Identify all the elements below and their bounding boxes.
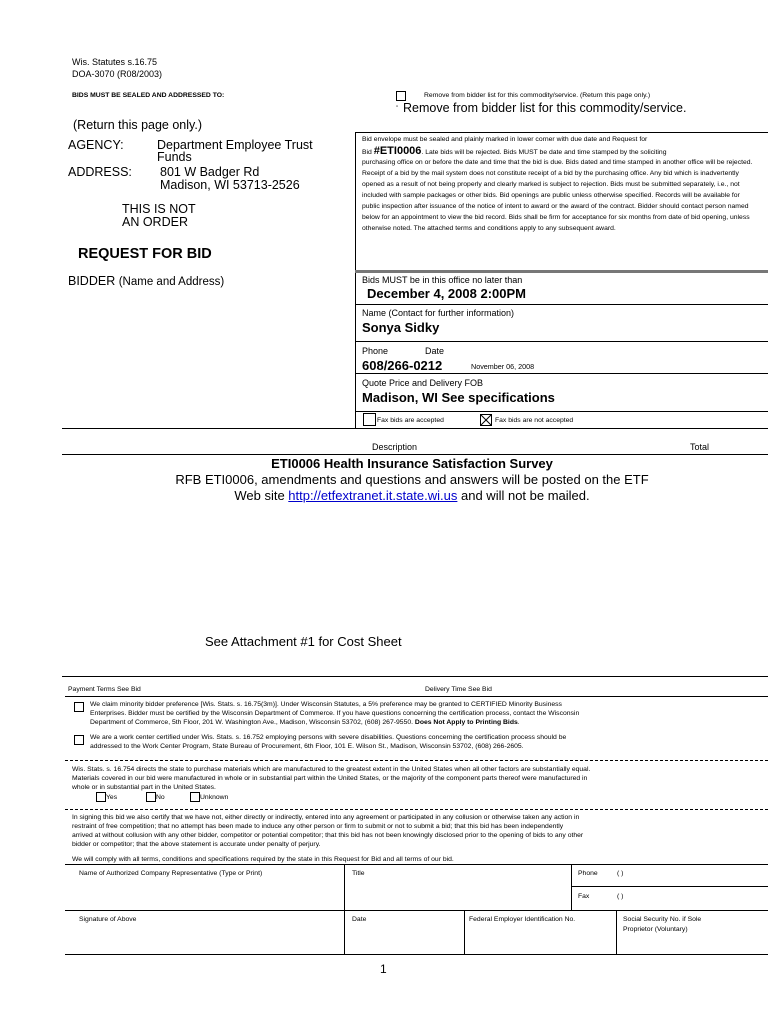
rule-7: [65, 809, 768, 810]
agency-label: AGENCY:: [68, 138, 124, 152]
sig-middle-rule: [65, 910, 768, 911]
work-center-text-1: We are a work center certified under Wis. Stats. s. 16.752 employing persons with severe disabilities. Questions concerning the certification process should be: [90, 734, 567, 741]
address-line-1: 801 W Badger Rd: [160, 165, 260, 179]
us-made-text-3: whole or in substantial part in the United States.: [72, 784, 216, 791]
us-made-unknown-checkbox[interactable]: [190, 792, 200, 802]
not-order-1: THIS IS NOT: [122, 202, 196, 216]
request-for-bid-title: REQUEST FOR BID: [78, 246, 212, 262]
fax-field-paren[interactable]: ( ): [617, 893, 624, 900]
remove-large-text: Remove from bidder list for this commodity/service.: [403, 101, 687, 115]
bullet-icon: ▫: [396, 104, 399, 110]
sealed-label: BIDS MUST BE SEALED AND ADDRESSED TO:: [72, 92, 225, 99]
agency-name-1: Department Employee Trust: [157, 138, 313, 152]
contact-label: Name (Contact for further information): [362, 308, 515, 318]
bid-number: #ETI0006: [373, 145, 422, 157]
sig-divider-2: [571, 864, 572, 910]
rule-3: [355, 373, 768, 374]
sig-top-rule: [65, 864, 768, 865]
work-center-text-2: addressed to the Work Center Program, State Bureau of Procurement, 6th Floor, 101 E. Wilson St., Madison, Wisconsin 53702, (608) 266-2605.: [90, 743, 524, 750]
deadline-label: Bids MUST be in this office no later than: [362, 275, 523, 285]
rule-1: [355, 304, 768, 305]
description-top-rule: [62, 428, 768, 429]
fob-value: Madison, WI See specifications: [362, 390, 555, 405]
sig-bottom-rule: [65, 954, 768, 955]
fein-label: Federal Employer Identification No.: [469, 916, 576, 923]
bidder-label: BIDDER (Name and Address): [68, 274, 225, 288]
phone-label: Phone: [362, 346, 389, 356]
address-line-2: Madison, WI 53713-2526: [160, 178, 300, 192]
terms-top-rule: [62, 676, 768, 677]
address-label: ADDRESS:: [68, 165, 132, 179]
envelope-top-rule: [355, 132, 768, 133]
fob-label: Quote Price and Delivery FOB: [362, 378, 484, 388]
fax-accepted-checkbox[interactable]: [363, 413, 376, 426]
phone-field-paren[interactable]: ( ): [617, 870, 624, 877]
etf-website-link[interactable]: http://etfextranet.it.state.wi.us: [288, 488, 458, 503]
minority-preference-checkbox[interactable]: [74, 702, 84, 712]
ssn-label-2: Proprietor (Voluntary): [623, 926, 688, 933]
bid-info-top-rule: [355, 270, 768, 273]
form-id: DOA-3070 (R08/2003): [72, 69, 163, 79]
rule-5: [65, 696, 768, 697]
fax-not-accepted-label: Fax bids are not accepted: [495, 417, 574, 424]
rule-4: [355, 411, 768, 412]
us-made-unknown-label: Unknown: [200, 794, 229, 801]
website-line: Web site http://etfextranet.it.state.wi.us and will not be mailed.: [234, 488, 590, 503]
envelope-line-2: Bid #ETI0006. Late bids will be rejected. Bids MUST be date and time stamped by the soliciting: [362, 145, 667, 157]
us-made-no-label: No: [156, 794, 165, 801]
attachment-note: See Attachment #1 for Cost Sheet: [205, 634, 402, 649]
rule-6: [65, 760, 768, 761]
sig-phone-fax-rule: [571, 886, 768, 887]
collusion-text-3: arrived at without collusion with any other bidder, competitor or potential competitor; that this bid has not been knowingly disclosed prior to the opening of bids to any other: [72, 832, 584, 839]
rule-2: [355, 341, 768, 342]
remove-small-text: Remove from bidder list for this commodity/service. (Return this page only.): [424, 92, 651, 99]
return-page-note: (Return this page only.): [73, 118, 202, 132]
not-order-2: AN ORDER: [122, 215, 188, 229]
sig-divider-4: [616, 910, 617, 954]
minority-text-1: We claim minority bidder preference [Wis. Stats. s. 16.75(3m)]. Under Wisconsin Statutes, a 5% preference may be granted to CERTIFIED Minority Business: [90, 701, 562, 708]
statute-reference: Wis. Statutes s.16.75: [72, 57, 158, 67]
posting-line: RFB ETI0006, amendments and questions and answers will be posted on the ETF: [175, 472, 649, 487]
envelope-body: purchasing office on or before the date and time that the bid is due. Bids dated and time stamped in another office will be rejected. Receipt of a bid by the mail system does not constitute receipt of a bid by the purchasing office. Any bid which is inadvertently opened as a result of not being properly and clearly marked is subject to rejection. Bids must be submitted separately, i.e., not included with sample packages or other bids. Bid openings are public unless otherwise specified. Records will be available for public inspection after issuance of the notice of intent to award or the award of the contract. Bidder should contact person named below for an appointment to view the bid record. Bids shall be firm for acceptance for six months from date of bid opening, unless otherwise noted. The attached terms and conditions apply to any subsequent award.: [362, 159, 753, 232]
ssn-label-1: Social Security No. if Sole: [623, 916, 702, 923]
phone-field-label: Phone: [578, 870, 598, 877]
delivery-time: Delivery Time See Bid: [425, 686, 492, 693]
fax-accepted-label: Fax bids are accepted: [377, 417, 444, 424]
signature-label: Signature of Above: [79, 916, 137, 923]
bid-title: ETI0006 Health Insurance Satisfaction Survey: [271, 456, 553, 471]
comply-statement: We will comply with all terms, conditions and specifications required by the state in this Request for Bid and all terms of our bid.: [72, 856, 454, 863]
description-header: Description: [372, 442, 418, 452]
us-made-yes-checkbox[interactable]: [96, 792, 106, 802]
date-label: Date: [425, 346, 445, 356]
right-column-divider: [355, 132, 356, 428]
envelope-line-1: Bid envelope must be sealed and plainly marked in lower corner with due date and Request for: [362, 136, 648, 143]
minority-text-3: Department of Commerce, 5th Floor, 201 W. Washington Ave., Madison, Wisconsin 53702, (608) 267-9550. Does Not Apply to Printing Bids.: [90, 719, 520, 726]
us-made-text-2: Materials covered in our bid were manufactured in whole or in substantial part within the United States, or the majority of the component parts thereof were manufactured in: [72, 775, 588, 782]
remove-checkbox[interactable]: [396, 91, 406, 101]
agency-name-2: Funds: [157, 150, 192, 164]
deadline-value: December 4, 2008 2:00PM: [367, 286, 526, 301]
collusion-text-2: restraint of free competition; that no attempt has been made to induce any other person or firm to submit or not to submit a bid; that this bid has been independently: [72, 823, 564, 830]
description-header-rule: [62, 454, 768, 455]
us-made-yes-label: Yes: [106, 794, 118, 801]
date-value: November 06, 2008: [471, 362, 535, 371]
sig-divider-3: [464, 910, 465, 954]
title-label: Title: [352, 870, 365, 877]
us-made-no-checkbox[interactable]: [146, 792, 156, 802]
collusion-text-1: In signing this bid we also certify that we have not, either directly or indirectly, entered into any agreement or participated in any collusion or otherwise taken any action in: [72, 814, 580, 821]
contact-value: Sonya Sidky: [362, 320, 440, 335]
us-made-text-1: Wis. Stats. s. 16.754 directs the state to purchase materials which are manufactured to the greatest extent in the United States when all other factors are substantially equal.: [72, 766, 591, 773]
fax-not-accepted-checkbox[interactable]: [480, 413, 492, 425]
date-field-label: Date: [352, 916, 367, 923]
sig-divider-1: [344, 864, 345, 954]
page-number: 1: [380, 962, 387, 976]
minority-text-2: Enterprises. Bidder must be certified by the Wisconsin Department of Commerce. If you have questions concerning the certification process, contact the Wisconsin: [90, 710, 580, 717]
fax-field-label: Fax: [578, 893, 590, 900]
work-center-checkbox[interactable]: [74, 735, 84, 745]
rep-name-label: Name of Authorized Company Representative (Type or Print): [79, 870, 263, 877]
collusion-text-4: bidder or competitor; that the above statement is accurate under penalty of perjury.: [72, 841, 321, 848]
total-header: Total: [690, 442, 710, 452]
x-mark-icon: [480, 414, 492, 426]
payment-terms: Payment Terms See Bid: [68, 686, 141, 693]
phone-value: 608/266-0212: [362, 358, 443, 373]
